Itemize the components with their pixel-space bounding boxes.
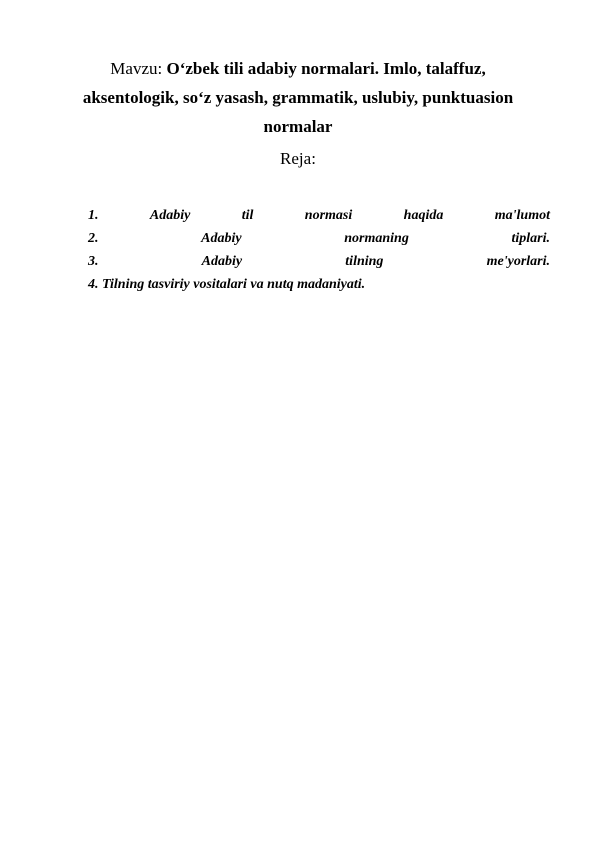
plan-item-1-word: haqida: [403, 208, 444, 223]
plan-item-3-word: tilning: [345, 254, 384, 269]
plan-item-2-word: 2.: [88, 231, 99, 246]
plan-item-1-word: normasi: [304, 208, 353, 223]
plan-item-3-word: 3.: [88, 254, 99, 269]
plan-item-3-word: me'yorlari.: [486, 254, 550, 269]
plan-item-1-word: til: [241, 208, 254, 223]
plan-item-1-word: Adabiy: [149, 208, 191, 223]
plan-item-2-word: normaning: [344, 231, 409, 246]
plan-item-4-text: 4. Tilning tasviriy vositalari va nutq madaniyati.: [88, 277, 366, 292]
plan-item-4: [88, 273, 550, 296]
topic-heading: [70, 54, 526, 141]
topic-line-1: [70, 54, 526, 83]
topic-label: Mavzu: [110, 59, 158, 78]
topic-colon: :: [157, 59, 167, 78]
plan-heading: Reja:: [280, 149, 316, 168]
plan-item-3-word: Adabiy: [201, 254, 243, 269]
topic-title-line-3: normalar: [263, 117, 333, 136]
plan-item-1: [88, 204, 550, 227]
plan-item-2-word: tiplari.: [511, 231, 550, 246]
plan-item-1-word: ma'lumot: [494, 208, 550, 223]
topic-title-line-1: O‘zbek tili adabiy normalari. Imlo, talaffuz,: [166, 59, 486, 78]
plan-list: [88, 204, 550, 296]
plan-item-3: [88, 250, 550, 273]
plan-item-1-word: 1.: [88, 208, 99, 223]
topic-title-line-2: aksentologik, so‘z yasash, grammatik, uslubiy, punktuasion: [82, 88, 514, 107]
plan-item-2: [88, 227, 550, 250]
plan-item-2-word: Adabiy: [201, 231, 242, 246]
